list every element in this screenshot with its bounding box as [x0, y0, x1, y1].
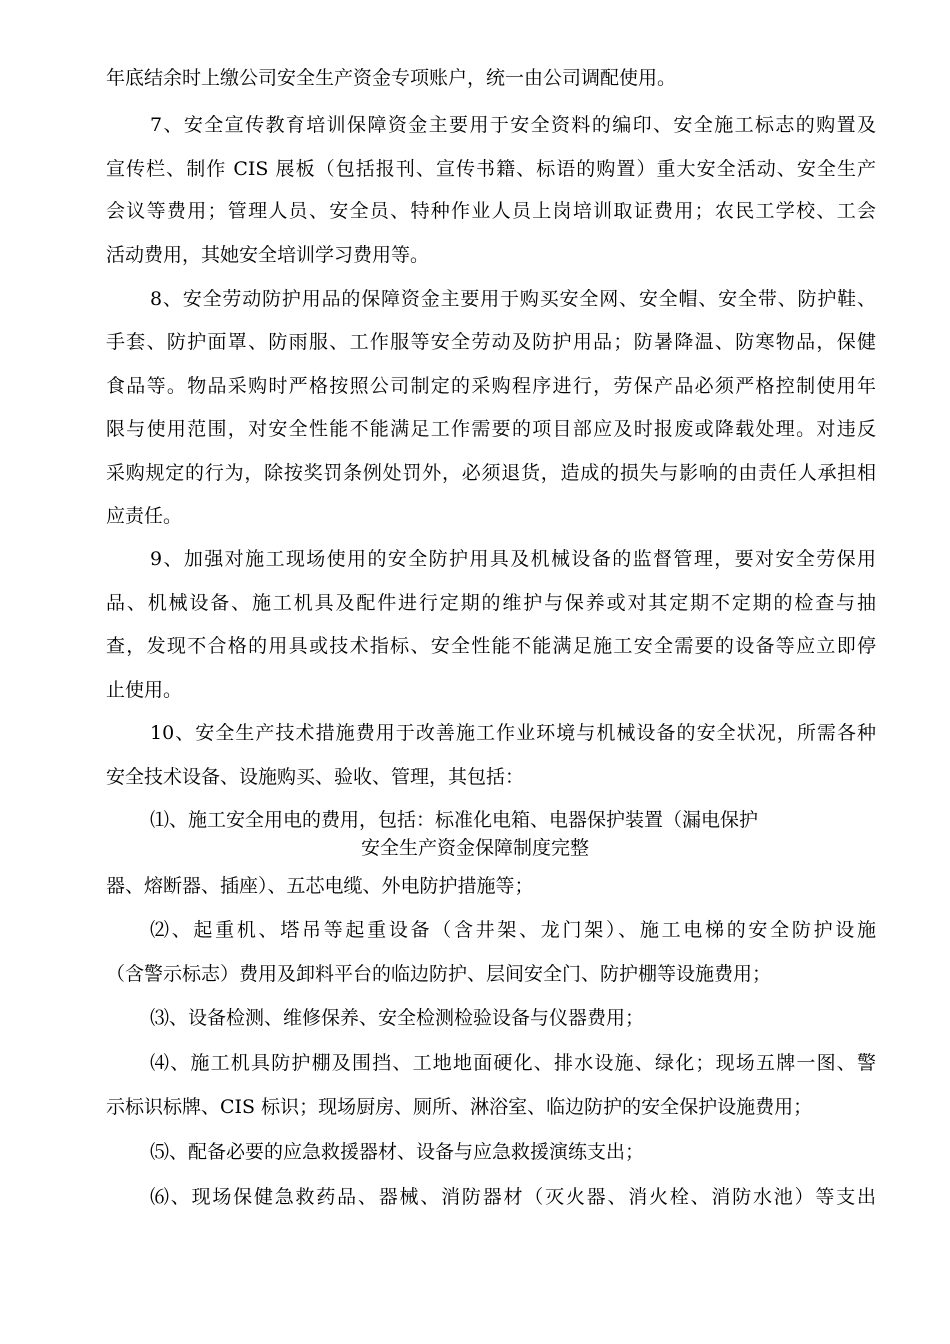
paragraph-line: 食品等。物品采购时严格按照公司制定的采购程序进行，劳保产品必须严格控制使用年	[106, 375, 876, 397]
list-item-line: 器、熔断器、插座）、五芯电缆、外电防护措施等；	[106, 875, 534, 897]
paragraph-line: 限与使用范围，对安全性能不能满足工作需要的项目部应及时报废或降载处理。对违反	[106, 418, 876, 440]
list-item-line: ⑹、现场保健急救药品、器械、消防器材（灭火器、消火栓、消防水池）等支出	[150, 1186, 876, 1208]
footer-title: 安全生产资金保障制度完整	[360, 837, 589, 859]
paragraph-line: 7、安全宣传教育培训保障资金主要用于安全资料的编印、安全施工标志的购置及	[150, 114, 876, 136]
paragraph-line: 应责任。	[106, 505, 183, 527]
paragraph-line: 品、机械设备、施工机具及配件进行定期的维护与保养或对其定期不定期的检查与抽	[106, 592, 876, 614]
paragraph-line: 活动费用，其她安全培训学习费用等。	[106, 244, 430, 266]
paragraph-line: 10、安全生产技术措施费用于改善施工作业环境与机械设备的安全状况，所需各种	[150, 722, 876, 744]
list-item-line: 示标识标牌、CIS 标识；现场厨房、厕所、淋浴室、临边防护的安全保护设施费用；	[106, 1096, 813, 1118]
paragraph-line: 8、安全劳动防护用品的保障资金主要用于购买安全网、安全帽、安全带、防护鞋、	[150, 288, 876, 310]
paragraph-line: 手套、防护面罩、防雨服、工作服等安全劳动及防护用品；防暑降温、防寒物品，保健	[106, 331, 876, 353]
paragraph-line: 会议等费用；管理人员、安全员、特种作业人员上岗培训取证费用；农民工学校、工会	[106, 200, 876, 222]
list-item-line: ⑵、起重机、塔吊等起重设备（含井架、龙门架）、施工电梯的安全防护设施	[150, 919, 876, 941]
list-item-line: ⑶、设备检测、维修保养、安全检测检验设备与仪器费用；	[150, 1007, 645, 1029]
list-item-line: （含警示标志）费用及卸料平台的临边防护、层间安全门、防护棚等设施费用；	[106, 963, 772, 985]
list-item-line: ⑷、施工机具防护棚及围挡、工地地面硬化、排水设施、绿化；现场五牌一图、警	[150, 1052, 876, 1074]
paragraph-line: 查，发现不合格的用具或技术指标、安全性能不能满足施工安全需要的设备等应立即停	[106, 635, 876, 657]
list-item-line: ⑴、施工安全用电的费用，包括：标准化电箱、电器保护装置（漏电保护	[150, 809, 759, 831]
paragraph-line: 年底结余时上缴公司安全生产资金专项账户，统一由公司调配使用。	[106, 67, 677, 89]
paragraph-line: 采购规定的行为，除按奖罚条例处罚外，必须退货，造成的损失与影响的由责任人承担相	[106, 462, 876, 484]
paragraph-line: 止使用。	[106, 679, 183, 701]
paragraph-line: 9、加强对施工现场使用的安全防护用具及机械设备的监督管理，要对安全劳保用	[150, 548, 876, 570]
list-item-line: ⑸、配备必要的应急救援器材、设备与应急救援演练支出；	[150, 1141, 645, 1163]
paragraph-line: 宣传栏、制作 CIS 展板（包括报刊、宣传书籍、标语的购置）重大安全活动、安全生产	[106, 158, 876, 180]
paragraph-line: 安全技术设备、设施购买、验收、管理，其包括：	[106, 766, 525, 788]
